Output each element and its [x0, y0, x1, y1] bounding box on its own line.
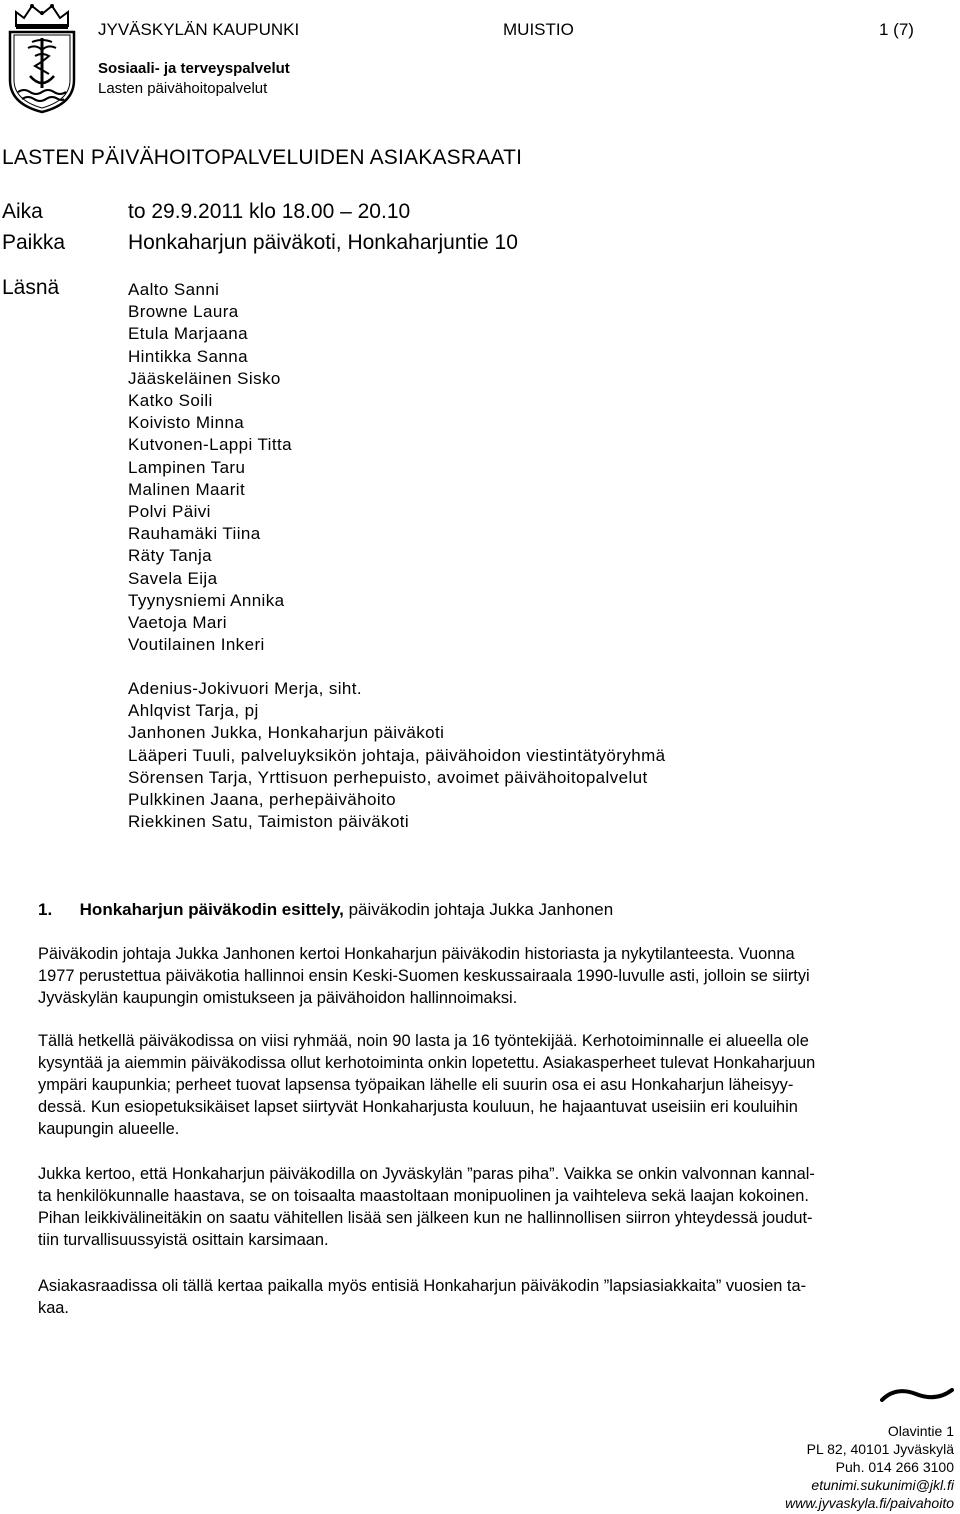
present-member: Etula Marjaana [128, 324, 248, 344]
document-type: MUISTIO [503, 20, 574, 39]
footer-email: etunimi.sukunimi@jkl.fi [811, 1477, 954, 1493]
time-value: to 29.9.2011 klo 18.00 – 20.10 [128, 200, 411, 223]
present-member: Tyynysniemi Annika [128, 590, 285, 610]
paragraph [38, 1163, 950, 1251]
section-number: 1. [38, 900, 53, 919]
present-member: Rauhamäki Tiina [128, 524, 261, 544]
coat-of-arms-logo [2, 0, 82, 115]
footer-phone: Puh. 014 266 3100 [835, 1459, 954, 1475]
section-heading [38, 900, 613, 920]
staff-member: Riekkinen Satu, Taimiston päiväkoti [128, 812, 410, 832]
paragraph-line: Päiväkodin johtaja Jukka Janhonen kertoi Honkaharjun päiväkodin historiasta ja nykytilanteesta. Vuonna [38, 945, 795, 963]
paragraph-line: kaa. [38, 1299, 69, 1317]
unit-name: Lasten päivähoitopalvelut [98, 80, 268, 97]
paragraph-line: ta henkilökunnalle haastava, se on toisaalta maastoltaan monipuolinen ja vaihteleva sekä laajan kokoinen. [38, 1187, 809, 1205]
place-label: Paikka [2, 231, 66, 254]
present-member: Savela Eija [128, 568, 218, 588]
department-name: Sosiaali- ja terveyspalvelut [98, 60, 290, 77]
footer-website: www.jyvaskyla.fi/paivahoito [785, 1495, 954, 1511]
present-member: Aalto Sanni [128, 280, 220, 299]
paragraph-line: Pihan leikkivälineitäkin on saatu vähitellen lisää sen jälkeen kun ne hallinnollisen siirron yhteydessä joudut- [38, 1209, 813, 1227]
present-member: Browne Laura [128, 302, 239, 322]
paragraph-line: kaupungin alueelle. [38, 1120, 180, 1138]
paragraph-line: Tällä hetkellä päiväkodissa on viisi ryhmää, noin 90 lasta ja 16 työntekijää. Kerhotoiminnalle ei alueella ole [38, 1032, 809, 1050]
org-name: JYVÄSKYLÄN KAUPUNKI [98, 20, 300, 39]
present-member: Kutvonen-Lappi Titta [128, 435, 292, 455]
paragraph-line: kysyntää ja aiemmin päiväkodissa ollut kerhotoiminta onkin lopetettu. Asiakasperheet tulevat Honkaharjuun [38, 1054, 816, 1072]
paragraph-line: Jukka kertoo, että Honkaharjun päiväkodilla on Jyväskylän ”paras piha”. Vaikka se onkin valvonnan kannal- [38, 1165, 815, 1183]
section-title: Honkaharjun päiväkodin esittely, [79, 900, 344, 919]
paragraph-line: Jyväskylän kaupungin omistukseen ja päivähoidon hallinnoimaksi. [38, 989, 518, 1007]
present-member: Vaetoja Mari [128, 613, 227, 633]
section-presenter: päiväkodin johtaja Jukka Janhonen [343, 900, 614, 919]
paragraph-line: tiin turvallisuussyistä osittain karsimaan. [38, 1231, 329, 1249]
footer-wave-mark [880, 1386, 954, 1406]
present-member: Polvi Päivi [128, 502, 211, 522]
place-value: Honkaharjun päiväkoti, Honkaharjuntie 10 [128, 231, 518, 254]
paragraph-line: dessä. Kun esiopetuksikäiset lapset siirtyvät Honkaharjusta kouluun, he hajaantuvat useisiin eri kouluihin [38, 1098, 798, 1116]
paragraph [38, 1275, 950, 1319]
present-member: Jääskeläinen Sisko [128, 368, 281, 388]
present-member: Räty Tanja [128, 546, 213, 566]
present-member: Malinen Maarit [128, 479, 246, 499]
present-member: Hintikka Sanna [128, 346, 248, 366]
page-number: 1 (7) [879, 20, 914, 39]
present-list [128, 279, 292, 656]
footer-postal: PL 82, 40101 Jyväskylä [806, 1441, 954, 1457]
staff-member: Janhonen Jukka, Honkaharjun päiväkoti [128, 723, 445, 743]
present-member: Katko Soili [128, 391, 213, 411]
staff-member: Lääperi Tuuli, palveluyksikön johtaja, päivähoidon viestintätyöryhmä [128, 745, 666, 765]
paragraph [38, 943, 950, 1009]
staff-member: Ahlqvist Tarja, pj [128, 701, 259, 721]
staff-member: Pulkkinen Jaana, perhepäivähoito [128, 790, 396, 810]
footer-street: Olavintie 1 [887, 1423, 954, 1439]
paragraph-line: Asiakasraadissa oli tällä kertaa paikalla myös entisiä Honkaharjun päiväkodin ”lapsiasiakkaita” vuosien ta- [38, 1277, 807, 1295]
staff-member: Sörensen Tarja, Yrttisuon perhepuisto, avoimet päivähoitopalvelut [128, 767, 648, 787]
present-member: Koivisto Minna [128, 413, 245, 433]
footer-contact [785, 1422, 954, 1512]
staff-list [128, 678, 666, 833]
present-member: Voutilainen Inkeri [128, 635, 265, 655]
paragraph-line: 1977 perustettua päiväkotia hallinnoi ensin Keski-Suomen keskussairaala 1990-luvulle asti, jolloin se siirtyi [38, 967, 810, 985]
staff-member: Adenius-Jokivuori Merja, siht. [128, 679, 363, 698]
time-label: Aika [2, 200, 43, 223]
present-member: Lampinen Taru [128, 457, 246, 477]
document-title: LASTEN PÄIVÄHOITOPALVELUIDEN ASIAKASRAATI [2, 146, 523, 169]
present-label: Läsnä [2, 276, 60, 299]
paragraph-line: ympäri kaupunkia; perheet tuovat lapsensa työpaikan lähelle eli suurin osa ei asu Honkaharjun läheisyy- [38, 1076, 794, 1094]
paragraph [38, 1030, 950, 1140]
